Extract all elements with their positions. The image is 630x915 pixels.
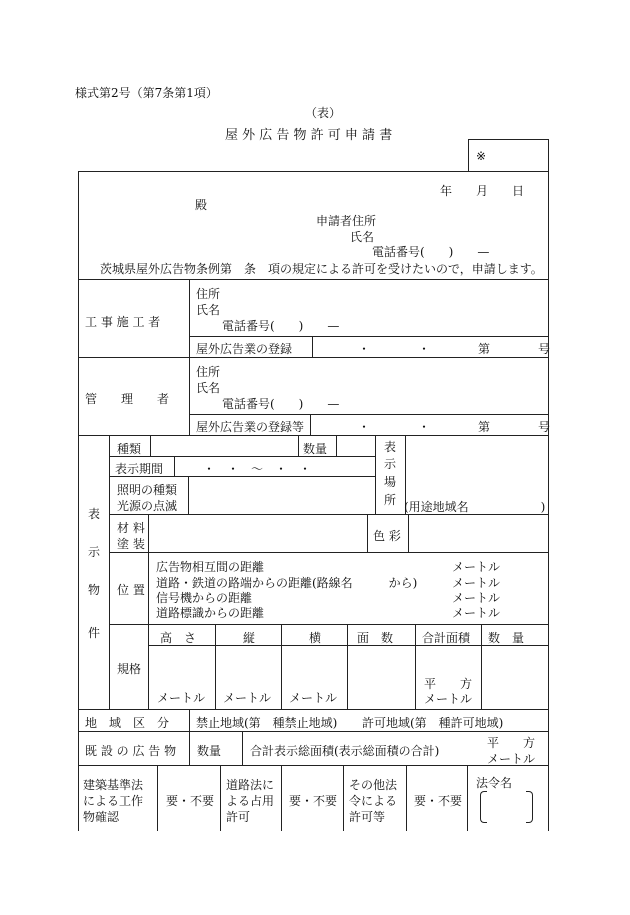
spec-header-quantity: 数 量 [488,631,525,645]
applicant-name-label: 氏名 [350,230,375,244]
other-law-line-3: 許可等 [349,810,386,824]
lighting-blink-label: 光源の点滅 [117,499,178,513]
distance-4-unit: メートル [452,606,501,620]
existing-ads-label: 既 設 の 広 告 物 [85,744,177,758]
building-law-line-2: による工作 [83,794,144,808]
display-object-char-3: 物 [87,583,100,597]
spec-header-horizontal: 横 [309,631,322,645]
contractor-address-label: 住所 [196,287,221,301]
display-object-char-4: 件 [87,626,100,640]
existing-unit-bottom: メートル [487,752,536,766]
display-object-char-2: 示 [87,545,100,559]
road-law-line-2: よる占用 [226,794,275,808]
addressee: 殿 [195,198,208,212]
contractor-reg-label: 屋外広告業の登録 [196,342,293,356]
distance-1-label: 広告物相互間の距離 [156,560,265,574]
area-unit-bottom: メートル [424,692,473,706]
display-object-char-1: 表 [87,507,100,521]
manager-reg-label: 屋外広告業の登録等 [196,420,305,434]
other-law-line-2: 令による [349,794,398,808]
law-name-bracket-right [526,791,533,823]
road-law-line-1: 道路法に [226,778,275,792]
manager-reg-value[interactable]: ・ ・ 第 号 [358,420,551,434]
period-value[interactable]: ・ ・ ～ ・ ・ [203,462,312,476]
place-char-4: 所 [383,493,396,507]
area-unit-top: 平 方 [424,677,473,691]
distance-2-label: 道路・鉄道の路端からの距離(路線名 から) [156,576,418,590]
place-char-2: 示 [383,457,396,471]
spec-label: 規格 [117,662,142,676]
distance-1-unit: メートル [452,560,501,574]
form-number: 様式第2号（第7条第1項） [75,86,218,100]
prohibited-area: 禁止地域(第 種禁止地域) [196,716,338,730]
form-title: 屋 外 広 告 物 許 可 申 請 書 [225,128,393,143]
building-law-line-1: 建築基準法 [83,778,144,792]
place-char-3: 場 [383,475,396,489]
permitted-area: 許可地域(第 種許可地域) [362,716,504,730]
other-law-line-1: その他法 [349,778,398,792]
spec-header-faces: 面 数 [357,631,394,645]
applicant-address-label: 申請者住所 [316,214,377,228]
application-statement: 茨城県屋外広告物条例第 条 項の規定による許可を受けたいので，申請します。 [100,262,543,276]
distance-4-label: 道路標識からの距離 [156,606,265,620]
spec-header-height: 高 さ [160,631,197,645]
spec-header-total-area: 合計面積 [422,631,471,645]
law-name-label: 法令名 [476,776,513,790]
road-law-line-3: 許可 [226,810,251,824]
building-need-value[interactable]: 要・不要 [166,794,215,808]
period-label: 表示期間 [115,462,164,476]
existing-total-label: 合計表示総面積(表示総面積の合計) [250,744,440,758]
position-label: 位 置 [117,583,145,597]
distance-3-unit: メートル [452,591,501,605]
material-label: 材 料 [117,521,145,535]
spec-header-vertical: 縦 [243,631,256,645]
law-name-field[interactable] [488,792,524,820]
lighting-type-label: 照明の種類 [117,483,178,497]
other-need-value[interactable]: 要・不要 [414,794,463,808]
existing-unit-top: 平 方 [487,736,536,750]
area-class-label: 地 域 区 分 [85,716,170,730]
place-char-1: 表 [383,440,396,454]
manager-address-label: 住所 [196,365,221,379]
contractor-name-label: 氏名 [196,303,221,317]
manager-phone-label: 電話番号( ) — [222,397,340,411]
horizontal-unit: メートル [289,691,338,705]
contractor-phone-label: 電話番号( ) — [222,319,340,333]
distance-3-label: 信号機からの距離 [156,591,253,605]
paint-label: 塗 装 [117,537,145,551]
color-label: 色 彩 [373,529,401,543]
distance-2-unit: メートル [452,576,501,590]
contractor-reg-value[interactable]: ・ ・ 第 号 [358,342,551,356]
applicant-phone-label: 電話番号( ) — [372,245,490,259]
zone-note: (用途地域名 ) [404,500,546,514]
existing-quantity-label: 数量 [197,744,222,758]
office-mark: ※ [476,149,487,163]
quantity-label: 数量 [303,442,328,456]
side-label: （表） [305,106,342,120]
vertical-unit: メートル [223,691,272,705]
contractor-label: 工 事 施 工 者 [85,315,161,329]
date-line[interactable]: 年 月 日 [440,184,525,198]
manager-label: 管 理 者 [85,392,170,406]
law-name-bracket-left [480,791,487,823]
building-law-line-3: 物確認 [83,810,120,824]
manager-name-label: 氏名 [196,381,221,395]
height-unit: メートル [157,691,206,705]
road-need-value[interactable]: 要・不要 [289,794,338,808]
kind-label: 種類 [117,442,142,456]
